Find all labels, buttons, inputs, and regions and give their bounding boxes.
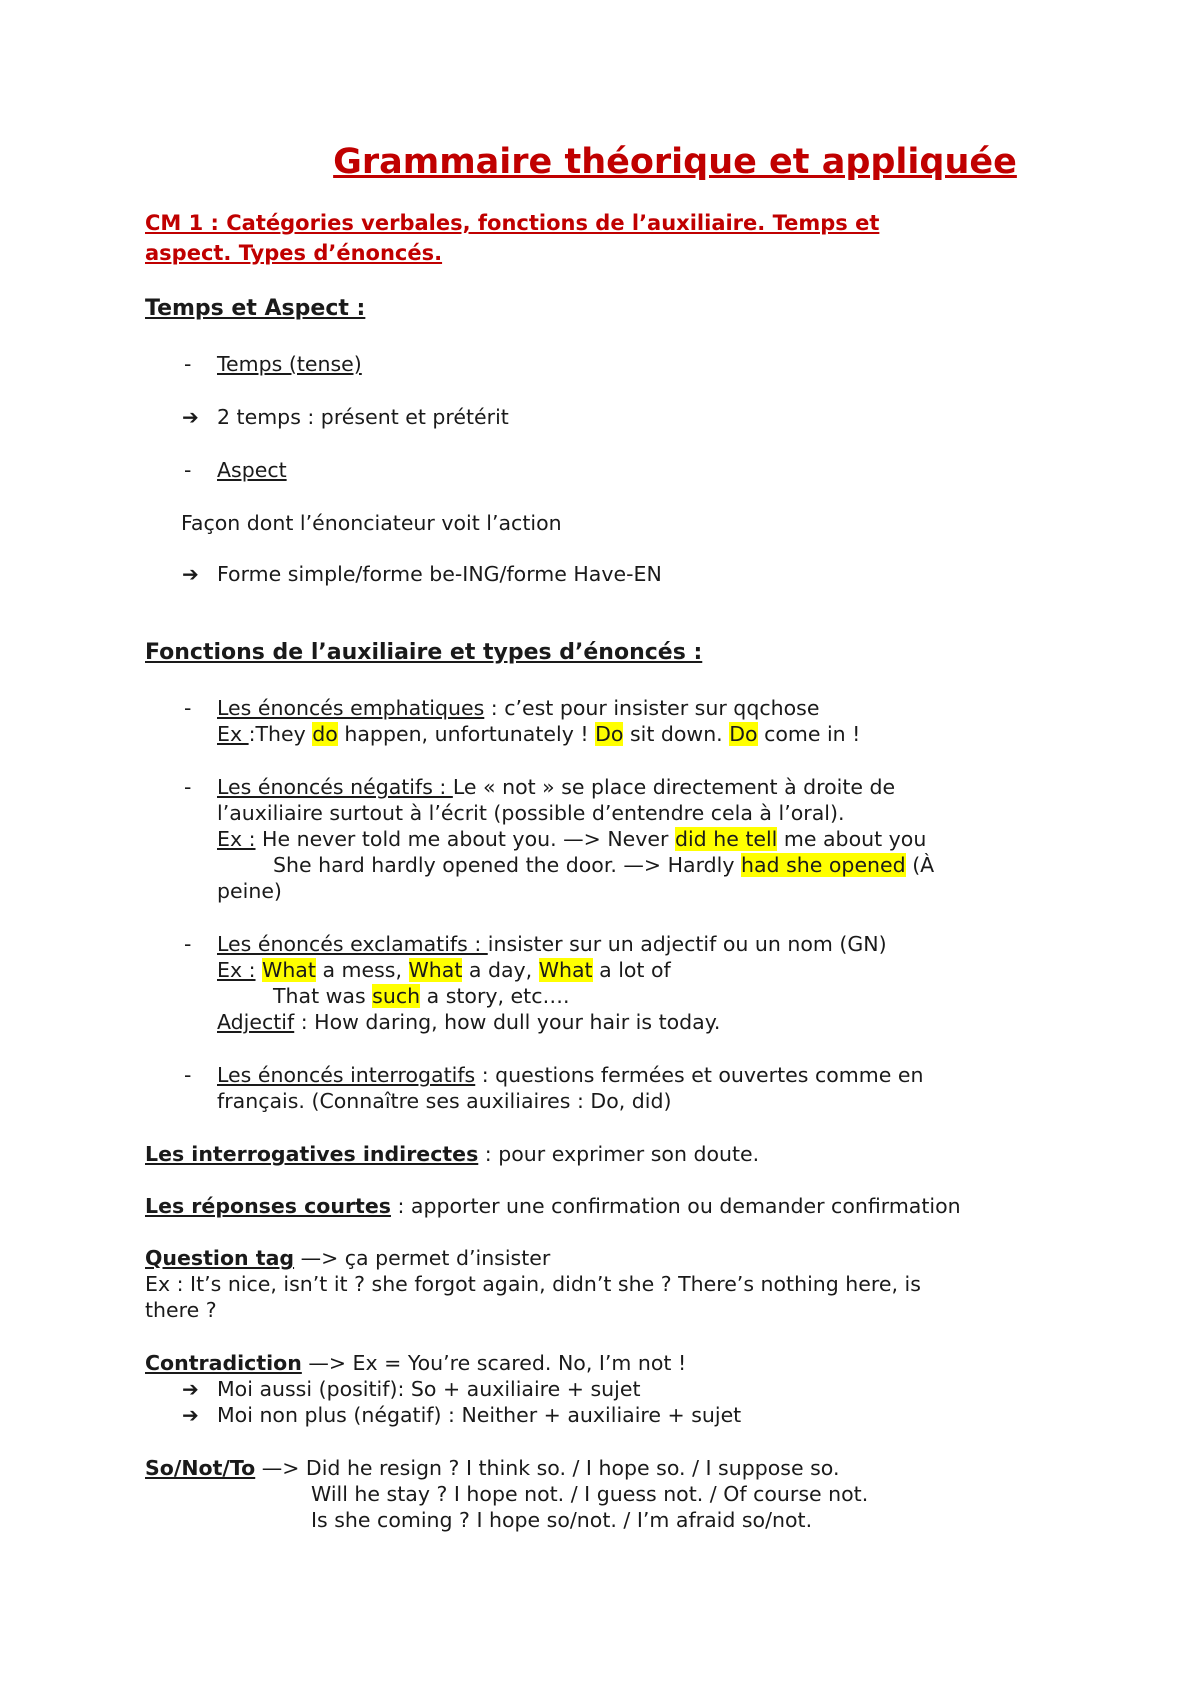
interrogatifs-text2: français. (Connaître ses auxiliaires : Do, did) bbox=[217, 1089, 672, 1113]
highlight: What bbox=[408, 958, 463, 982]
tag-label: Question tag bbox=[145, 1246, 295, 1270]
section-heading-temps-aspect: Temps et Aspect : bbox=[145, 296, 366, 321]
courtes-label: Les réponses courtes bbox=[145, 1194, 391, 1218]
highlight: Do bbox=[595, 722, 624, 746]
negatifs-example2-cont: peine) bbox=[217, 879, 282, 903]
exclamatifs-adjectif bbox=[217, 1009, 720, 1035]
highlight: What bbox=[538, 958, 593, 982]
example-text: a day, bbox=[462, 958, 539, 982]
exclamatifs-example1 bbox=[217, 957, 671, 983]
emphatiques-line bbox=[217, 695, 819, 721]
tag-text: —> ça permet d’insister bbox=[294, 1246, 551, 1270]
example-label: Ex : bbox=[217, 827, 256, 851]
sonot-line2: Will he stay ? I hope not. / I guess not. / Of course not. bbox=[311, 1482, 869, 1506]
tag-example2: there ? bbox=[145, 1298, 217, 1322]
arrow-icon: ➔ bbox=[182, 405, 199, 429]
example-text: That was bbox=[273, 984, 373, 1008]
adjectif-label: Adjectif bbox=[217, 1010, 295, 1034]
exclamatifs-line bbox=[217, 931, 887, 957]
example-text: sit down. bbox=[623, 722, 730, 746]
bullet-dash: - bbox=[184, 352, 192, 376]
aspect-description: Façon dont l’énonciateur voit l’action bbox=[181, 511, 562, 535]
bullet-dash: - bbox=[184, 1063, 192, 1087]
negatifs-text2: l’auxiliaire surtout à l’écrit (possible d’entendre cela à l’oral). bbox=[217, 801, 845, 825]
emphatiques-example bbox=[217, 721, 860, 747]
example-label: Ex bbox=[217, 722, 249, 746]
indirectes-line bbox=[145, 1141, 759, 1167]
bullet-dash: - bbox=[184, 696, 192, 720]
document-title: Grammaire théorique et appliquée bbox=[333, 142, 1017, 182]
item-aspect: Aspect bbox=[217, 458, 287, 482]
arrow-icon: ➔ bbox=[182, 1377, 199, 1401]
emphatiques-label: Les énoncés emphatiques bbox=[217, 696, 485, 720]
item-temps: Temps (tense) bbox=[217, 352, 362, 376]
example-text: a story, etc…. bbox=[420, 984, 570, 1008]
example-text: come in ! bbox=[757, 722, 861, 746]
example-text: (À bbox=[905, 853, 935, 877]
courtes-text: : apporter une confirmation ou demander confirmation bbox=[390, 1194, 961, 1218]
interrogatifs-line bbox=[217, 1062, 923, 1088]
highlight: Do bbox=[729, 722, 758, 746]
bullet-dash: - bbox=[184, 775, 192, 799]
example-label: Ex : bbox=[217, 958, 256, 982]
example-text: a lot of bbox=[592, 958, 671, 982]
indirectes-label: Les interrogatives indirectes bbox=[145, 1142, 479, 1166]
contradiction-moi-aussi: Moi aussi (positif): So + auxiliaire + sujet bbox=[217, 1377, 641, 1401]
negatifs-label: Les énoncés négatifs : bbox=[217, 775, 453, 799]
example-text: :They bbox=[248, 722, 313, 746]
indirectes-text: : pour exprimer son doute. bbox=[478, 1142, 760, 1166]
item-formes: Forme simple/forme be-ING/forme Have-EN bbox=[217, 562, 662, 586]
bullet-dash: - bbox=[184, 458, 192, 482]
contradiction-text: —> Ex = You’re scared. No, I’m not ! bbox=[301, 1351, 687, 1375]
item-2-temps: 2 temps : présent et prétérit bbox=[217, 405, 509, 429]
contradiction-moi-non-plus: Moi non plus (négatif) : Neither + auxiliaire + sujet bbox=[217, 1403, 742, 1427]
interrogatifs-text: : questions fermées et ouvertes comme en bbox=[475, 1063, 924, 1087]
adjectif-text: : How daring, how dull your hair is today. bbox=[294, 1010, 721, 1034]
exclamatifs-text: insister sur un adjectif ou un nom (GN) bbox=[487, 932, 887, 956]
sonot-text: —> Did he resign ? I think so. / I hope so. / I suppose so. bbox=[255, 1456, 840, 1480]
sonot-line bbox=[145, 1455, 839, 1481]
tag-example1: Ex : It’s nice, isn’t it ? she forgot again, didn’t she ? There’s nothing here, is bbox=[145, 1272, 921, 1296]
tag-line bbox=[145, 1245, 550, 1271]
example-text: me about you bbox=[777, 827, 927, 851]
sonot-line3: Is she coming ? I hope so/not. / I’m afraid so/not. bbox=[311, 1508, 813, 1532]
highlight: such bbox=[372, 984, 421, 1008]
negatifs-line bbox=[217, 774, 895, 800]
highlight: do bbox=[312, 722, 338, 746]
highlight: had she opened bbox=[741, 853, 906, 877]
course-heading-line1: CM 1 : Catégories verbales, fonctions de l’auxiliaire. Temps et bbox=[145, 211, 880, 235]
negatifs-example2 bbox=[273, 852, 934, 878]
example-text: He never told me about you. —> Never bbox=[255, 827, 675, 851]
interrogatifs-label: Les énoncés interrogatifs bbox=[217, 1063, 476, 1087]
example-text: happen, unfortunately ! bbox=[337, 722, 596, 746]
example-text: She hard hardly opened the door. —> Hardly bbox=[273, 853, 741, 877]
highlight: did he tell bbox=[674, 827, 778, 851]
exclamatifs-example2 bbox=[273, 983, 570, 1009]
section-heading-fonctions: Fonctions de l’auxiliaire et types d’énoncés : bbox=[145, 640, 703, 665]
arrow-icon: ➔ bbox=[182, 562, 199, 586]
sonot-label: So/Not/To bbox=[145, 1456, 256, 1480]
example-text: a mess, bbox=[315, 958, 409, 982]
arrow-icon: ➔ bbox=[182, 1403, 199, 1427]
contradiction-label: Contradiction bbox=[145, 1351, 302, 1375]
emphatiques-text: : c’est pour insister sur qqchose bbox=[484, 696, 820, 720]
negatifs-example1 bbox=[217, 826, 926, 852]
course-heading-line2: aspect. Types d’énoncés. bbox=[145, 241, 443, 265]
contradiction-line bbox=[145, 1350, 686, 1376]
courtes-line bbox=[145, 1193, 961, 1219]
exclamatifs-label: Les énoncés exclamatifs : bbox=[217, 932, 488, 956]
highlight: What bbox=[262, 958, 316, 982]
negatifs-text: Le « not » se place directement à droite de bbox=[452, 775, 896, 799]
bullet-dash: - bbox=[184, 932, 192, 956]
